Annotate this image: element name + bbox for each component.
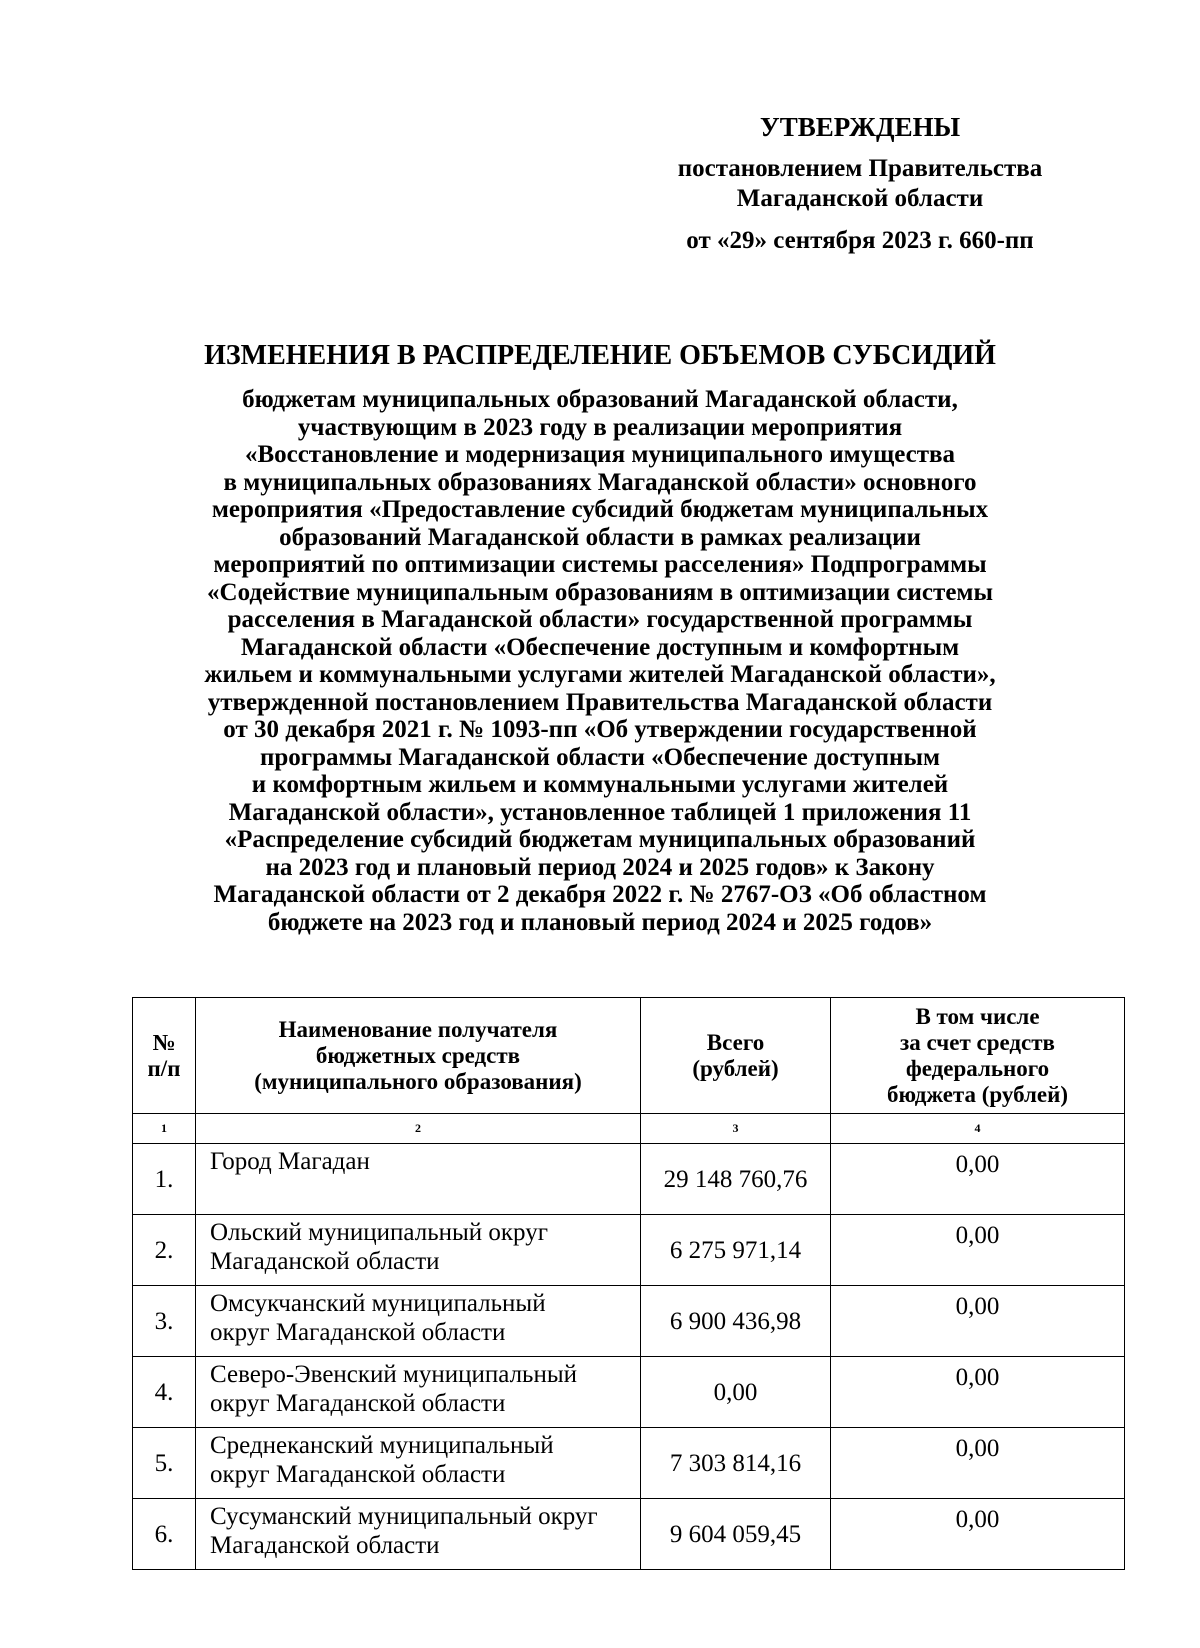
federal-amount: 0,00 xyxy=(831,1286,1125,1357)
header-line: Всего xyxy=(706,1029,765,1055)
subtitle-line: Магаданской области», установленное таблицей 1 приложения 11 xyxy=(228,798,972,826)
document-subtitle xyxy=(150,386,1050,936)
header-line: за счет средств xyxy=(900,1029,1055,1055)
subtitle-line: от 30 декабря 2021 г. № 1093-пп «Об утверждении государственной xyxy=(223,716,977,743)
row-number: 3. xyxy=(133,1286,196,1357)
row-number: 5. xyxy=(133,1428,196,1499)
row-number: 1. xyxy=(133,1144,196,1215)
subtitle-line: и комфортным жильем и коммунальными услугами жителей xyxy=(251,771,949,798)
column-number-row xyxy=(133,1114,1125,1144)
header-name xyxy=(196,998,641,1114)
subtitle-line: расселения в Магаданской области» государственной программы xyxy=(227,606,973,633)
approval-heading: УТВЕРЖДЕНЫ xyxy=(759,112,961,142)
recipient-name-line: округ Магаданской области xyxy=(210,1390,506,1417)
header-line: бюджета (рублей) xyxy=(886,1081,1069,1107)
recipient-name xyxy=(196,1144,641,1215)
column-number: 4 xyxy=(831,1114,1125,1144)
table-row xyxy=(133,1499,1125,1570)
subtitle-line: «Содействие муниципальным образованиям в оптимизации системы xyxy=(207,578,993,606)
table-row xyxy=(133,1215,1125,1286)
recipient-name-line: Город Магадан xyxy=(210,1148,370,1175)
approval-date: от «29» сентября 2023 г. 660-пп xyxy=(686,227,1034,254)
column-number: 1 xyxy=(133,1114,196,1144)
federal-amount: 0,00 xyxy=(831,1428,1125,1499)
table-body xyxy=(133,1144,1125,1570)
table-header-row xyxy=(133,998,1125,1114)
subtitle-line: участвующим в 2023 году в реализации мероприятия xyxy=(297,413,903,441)
approval-line-1: постановлением Правительства xyxy=(677,155,1043,182)
recipient-name xyxy=(196,1499,641,1570)
row-number: 6. xyxy=(133,1499,196,1570)
subtitle-line: в муниципальных образованиях Магаданской области» основного xyxy=(223,468,977,496)
recipient-name-line: округ Магаданской области xyxy=(210,1461,506,1488)
recipient-name-line: Северо-Эвенский муниципальный xyxy=(210,1361,578,1388)
header-line: Наименование получателя xyxy=(278,1016,558,1042)
header-line: (муниципального образования) xyxy=(254,1068,582,1094)
header-line: п/п xyxy=(147,1055,181,1081)
recipient-name-line: Сусуманский муниципальный округ xyxy=(210,1503,598,1530)
column-number: 3 xyxy=(641,1114,831,1144)
subtitle-line: программы Магаданской области «Обеспечение доступным xyxy=(259,743,941,771)
subsidy-table xyxy=(132,997,1125,1570)
recipient-name-line: округ Магаданской области xyxy=(210,1319,506,1346)
subtitle-line: утвержденной постановлением Правительства Магаданской области xyxy=(207,688,993,716)
subtitle-line: «Восстановление и модернизация муниципального имущества xyxy=(244,441,956,468)
subtitle-line: на 2023 год и плановый период 2024 и 2025 годов» к Закону xyxy=(265,853,935,881)
table-row xyxy=(133,1286,1125,1357)
header-line: № xyxy=(152,1029,176,1055)
header-line: (рублей) xyxy=(692,1055,779,1081)
table-row xyxy=(133,1144,1125,1215)
table-row xyxy=(133,1428,1125,1499)
header-line: федерального xyxy=(905,1055,1050,1081)
row-number: 4. xyxy=(133,1357,196,1428)
subtitle-line: образований Магаданской области в рамках реализации xyxy=(279,523,921,551)
total-amount: 6 275 971,14 xyxy=(641,1215,831,1286)
subtitle-line: бюджете на 2023 год и плановый период 2024 и 2025 годов» xyxy=(267,908,933,936)
row-number: 2. xyxy=(133,1215,196,1286)
recipient-name xyxy=(196,1286,641,1357)
total-amount: 9 604 059,45 xyxy=(641,1499,831,1570)
approval-line-2: Магаданской области xyxy=(736,185,984,212)
recipient-name xyxy=(196,1428,641,1499)
subtitle-line: мероприятия «Предоставление субсидий бюджетам муниципальных xyxy=(211,496,989,523)
recipient-name-line: Ольский муниципальный округ xyxy=(210,1219,548,1246)
header-num xyxy=(133,998,196,1114)
header-federal xyxy=(831,998,1125,1114)
federal-amount: 0,00 xyxy=(831,1215,1125,1286)
subtitle-line: мероприятий по оптимизации системы расселения» Подпрограммы xyxy=(213,551,987,578)
subtitle-line: бюджетам муниципальных образований Магаданской области, xyxy=(242,386,958,413)
recipient-name xyxy=(196,1357,641,1428)
recipient-name-line: Магаданской области xyxy=(210,1532,440,1559)
column-number: 2 xyxy=(196,1114,641,1144)
header-line: В том числе xyxy=(915,1003,1040,1029)
subtitle-line: жильем и коммунальными услугами жителей Магаданской области», xyxy=(204,661,996,688)
total-amount: 0,00 xyxy=(641,1357,831,1428)
table-row xyxy=(133,1357,1125,1428)
recipient-name-line: Омсукчанский муниципальный xyxy=(210,1290,546,1317)
federal-amount: 0,00 xyxy=(831,1357,1125,1428)
recipient-name-line: Магаданской области xyxy=(210,1248,440,1275)
total-amount: 7 303 814,16 xyxy=(641,1428,831,1499)
federal-amount: 0,00 xyxy=(831,1499,1125,1570)
federal-amount: 0,00 xyxy=(831,1144,1125,1215)
total-amount: 29 148 760,76 xyxy=(641,1144,831,1215)
recipient-name xyxy=(196,1215,641,1286)
subtitle-line: Магаданской области «Обеспечение доступным и комфортным xyxy=(240,633,960,661)
total-amount: 6 900 436,98 xyxy=(641,1286,831,1357)
header-total xyxy=(641,998,831,1114)
recipient-name-line: Среднеканский муниципальный xyxy=(210,1432,554,1459)
approval-block xyxy=(600,112,1120,256)
header-line: бюджетных средств xyxy=(315,1042,521,1068)
subtitle-line: «Распределение субсидий бюджетам муниципальных образований xyxy=(224,826,976,853)
subtitle-line: Магаданской области от 2 декабря 2022 г. № 2767-ОЗ «Об областном xyxy=(213,881,987,908)
document-title: ИЗМЕНЕНИЯ В РАСПРЕДЕЛЕНИЕ ОБЪЕМОВ СУБСИДИЙ xyxy=(204,340,996,371)
